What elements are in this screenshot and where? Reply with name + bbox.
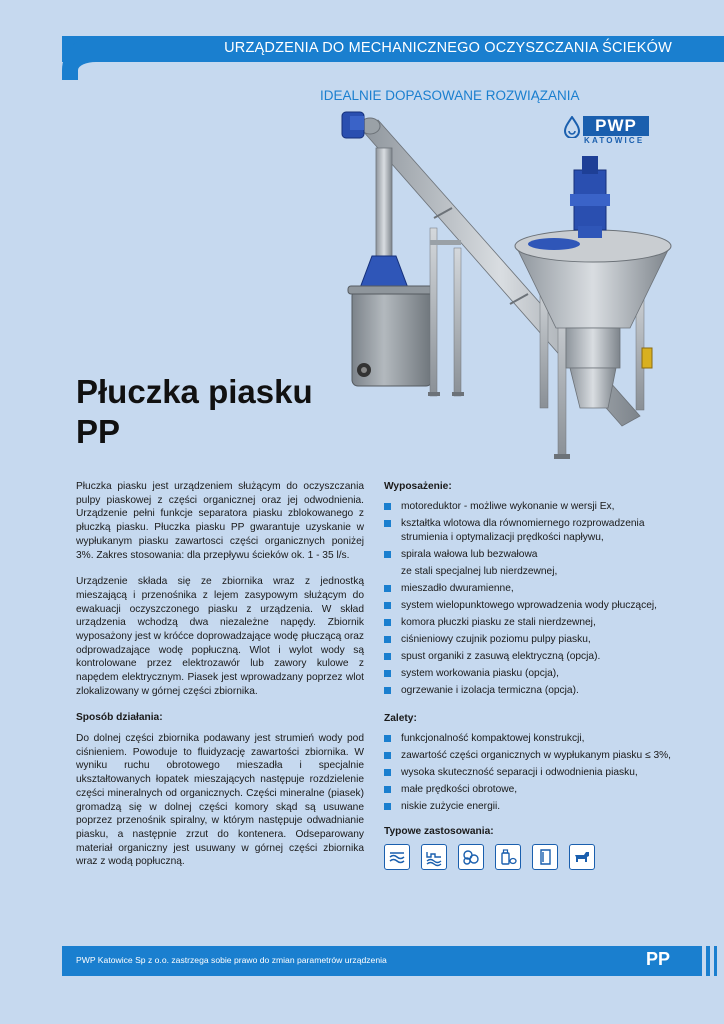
equipment-list <box>384 500 684 698</box>
list-item: motoreduktor - możliwe wykonanie w wersji Ex, <box>384 500 684 514</box>
advantages-section <box>384 712 694 817</box>
footer-disclaimer: PWP Katowice Sp z o.o. zastrzega sobie prawo do zmian parametrów urządzenia <box>76 955 387 965</box>
list-item: funkcjonalność kompaktowej konstrukcji, <box>384 732 694 746</box>
slaughterhouse-icon <box>569 844 595 870</box>
footer-product-code: PP <box>646 949 671 969</box>
sand-washer-illustration <box>330 108 680 468</box>
equipment-section <box>384 480 684 701</box>
list-item: ciśnieniowy czujnik poziomu pulpy piasku, <box>384 633 684 647</box>
product-title <box>76 372 313 452</box>
logo-city: KATOWICE <box>584 136 645 145</box>
list-item: wysoka skuteczność separacji i odwodnienia piasku, <box>384 766 694 780</box>
intro-text <box>76 480 364 712</box>
paper-industry-icon <box>532 844 558 870</box>
list-item: mieszadło dwuramienne, <box>384 582 684 596</box>
header-subtitle: IDEALNIE DOPASOWANE ROZWIĄZANIA <box>320 88 580 103</box>
footer-stripe <box>706 946 710 976</box>
footer-stripe <box>714 946 717 976</box>
advantages-heading: Zalety: <box>384 713 417 724</box>
operation-heading: Sposób działania: <box>76 712 163 723</box>
list-item: kształtka wlotowa dla równomiernego rozprowadzenia strumienia i optymalizacji prędkości napływu, <box>384 517 684 544</box>
logo-name: PWP <box>583 116 649 136</box>
list-item: ogrzewanie i izolacja termiczna (opcja). <box>384 684 684 698</box>
list-item: spust organiki z zasuwą elektryczną (opcja). <box>384 650 684 664</box>
equipment-heading: Wyposażenie: <box>384 481 452 492</box>
list-item: komora płuczki piasku ze stali nierdzewnej, <box>384 616 684 630</box>
list-item-continuation: ze stali specjalnej lub nierdzewnej, <box>401 565 558 577</box>
list-item: system wielopunktowego wprowadzenia wody płuczącej, <box>384 599 684 613</box>
dairy-industry-icon <box>495 844 521 870</box>
operation-text: Do dolnej części zbiornika podawany jest strumień wody pod ciśnieniem. Powoduje to fluidyzację zawartości zbiornika. W wyniku ruchu obrotowego mieszadła i specjalnie ukształtowanych łopatek mieszających następuje rozdzielenie części mineralnych od organicznych. Części mineralne (piasek) gromadzą się w dolnej części komory skąd są usuwane poprzez przenośnik spiralny, w którym następuje odwadnianie piasku, a następnie zrzut do kontenera. Odseparowany materiał organiczny jest usuwany w górnej części zbiornika wraz z wodą popłuczną. <box>76 733 364 868</box>
list-item: zawartość części organicznych w wypłukanym piasku ≤ 3%, <box>384 749 694 763</box>
industrial-wastewater-icon <box>421 844 447 870</box>
list-item: małe prędkości obrotowe, <box>384 783 694 797</box>
intro-paragraph-2: Urządzenie składa się ze zbiornika wraz z jednostką mieszającą i przenośnika z lejem zasypowym służącym do ewakuacji oczyszczonego piasku z urządzenia. W skład urządzenia wchodzą dwa niezależne napędy. Zbiornik wyposażony jest w króćce doprowadzające wodę płuczącą oraz odprowadzające wodę popłuczną. Wlot i wylot wody są kontrolowane przez elektrozawór lub zawory kulowe z napędem elektrycznym. Piasek jest wprowadzany poprzez wlot zlokalizowany w górnej części zbiornika. <box>76 576 364 697</box>
list-item: spirala wałowa lub bezwałowa <box>384 548 684 562</box>
product-title-line2: PP <box>76 413 121 450</box>
applications-heading: Typowe zastosowania: <box>384 826 494 837</box>
list-item: niskie zużycie energii. <box>384 800 694 814</box>
list-item: system workowania piasku (opcja), <box>384 667 684 681</box>
food-industry-icon <box>458 844 484 870</box>
header-title: URZĄDZENIA DO MECHANICZNEGO OCZYSZCZANIA ŚCIEKÓW <box>224 40 672 56</box>
advantages-list <box>384 732 694 814</box>
intro-paragraph-1: Płuczka piasku jest urządzeniem służącym do oczyszczania pulpy piaskowej z części organicznej oraz jej odwodnienia. Urządzenie pełni funkcje separatora piasku zblokowanego z płuczką piasku. Płuczka piasku PP gwarantuje uzyskanie w wypłukanym piasku zawartosci części organicznych poniżej 3%. Zakres stosowania: dla przepływu ścieków ok. 1 - 35 l/s. <box>76 481 364 561</box>
municipal-wastewater-icon <box>384 844 410 870</box>
product-title-line1: Płuczka piasku <box>76 373 313 410</box>
